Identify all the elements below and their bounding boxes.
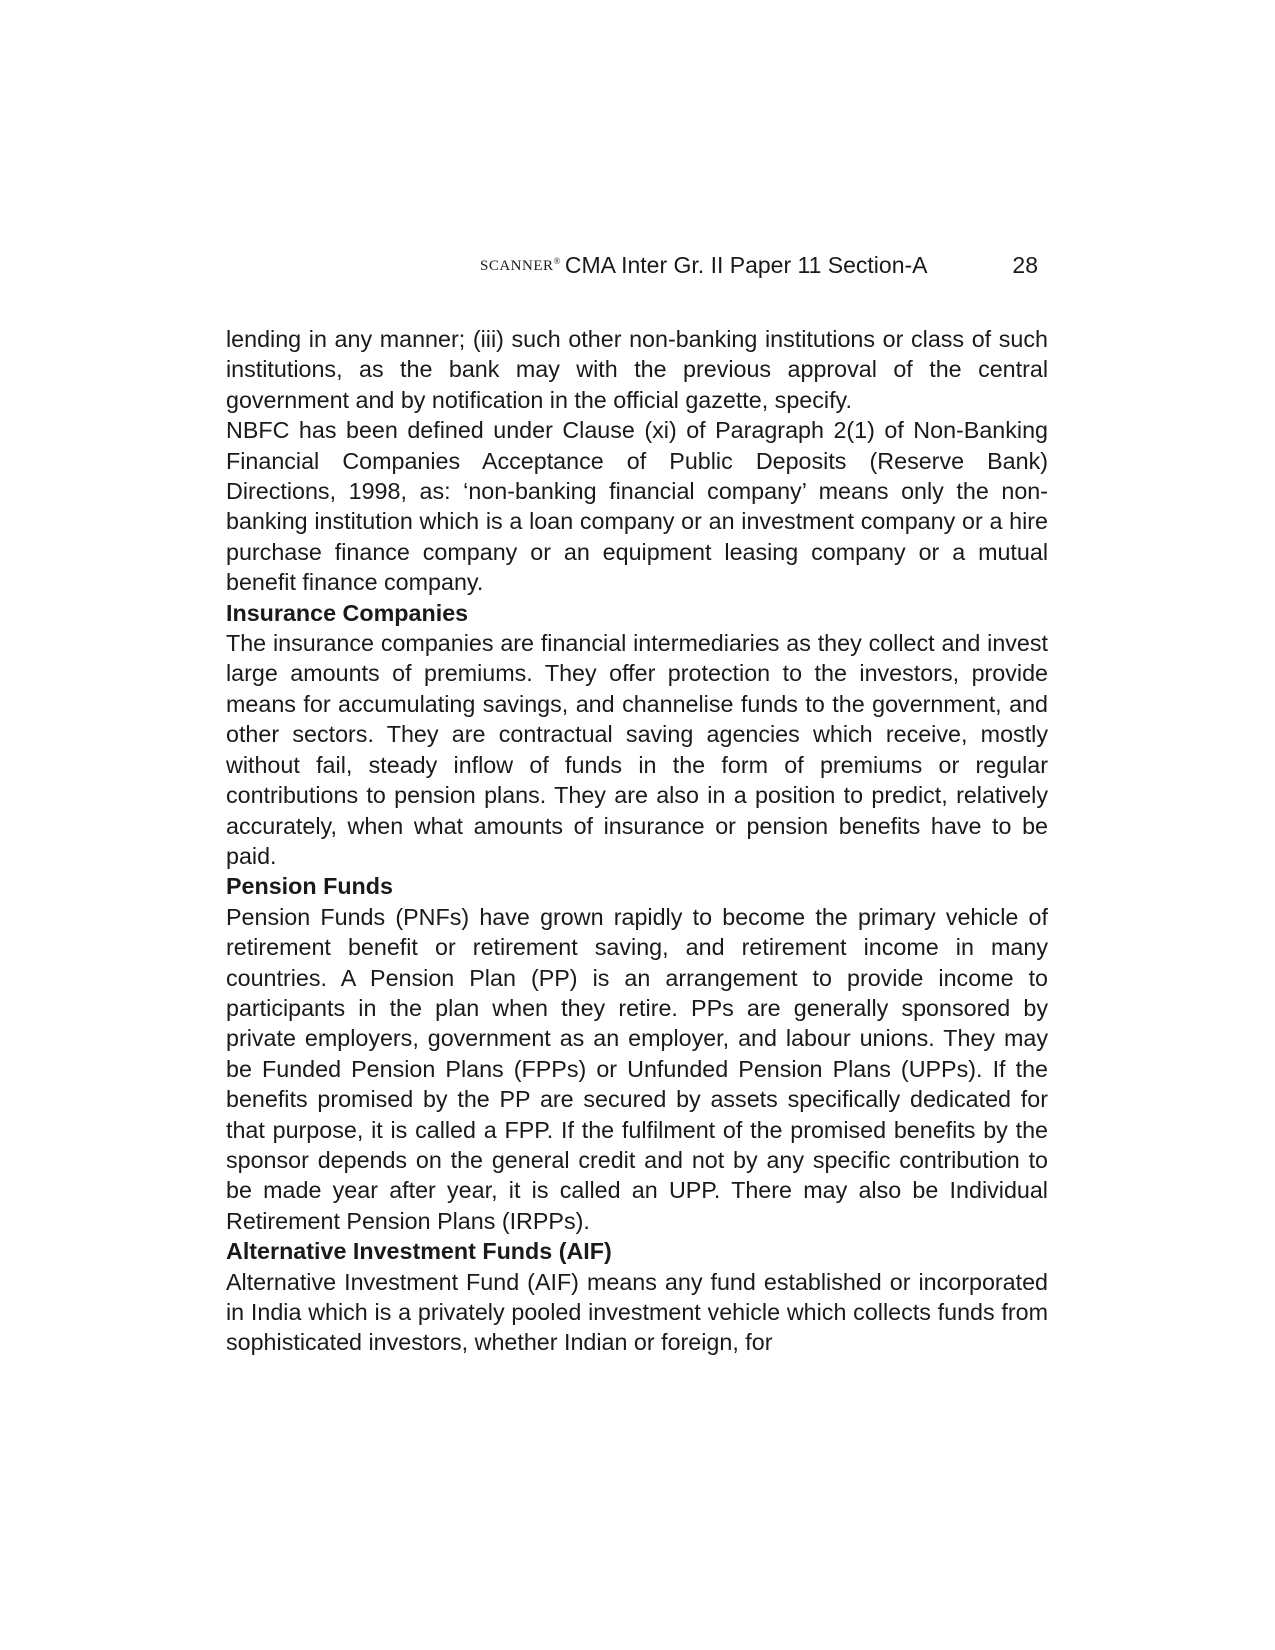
page-body <box>226 324 1048 1358</box>
heading-pension-funds: Pension Funds <box>226 873 393 900</box>
logo-text: SCANNER <box>480 258 554 274</box>
heading-alternative-investment-funds: Alternative Investment Funds (AIF) <box>226 1238 612 1265</box>
scanner-logo <box>480 256 561 275</box>
paragraph-pension-funds: Pension Funds (PNFs) have grown rapidly to become the primary vehicle of retirement benefit or retirement saving, and retirement income in many countries. A Pension Plan (PP) is an arrangement to provide income to participants in the plan when they retire. PPs are generally sponsored by private employers, government as an employer, and labour unions. They may be Funded Pension Plans (FPPs) or Unfunded Pension Plans (UPPs). If the benefits promised by the PP are secured by assets specifically dedicated for that purpose, it is called a FPP. If the fulfilment of the promised benefits by the sponsor depends on the general credit and not by any specific contribution to be made year after year, it is called an UPP. There may also be Individual Retirement Pension Plans (IRPPs). <box>226 903 1048 1234</box>
paragraph-nbfc-definition: NBFC has been defined under Clause (xi) of Paragraph 2(1) of Non-Banking Financial Companies Acceptance of Public Deposits (Reserve Bank) Directions, 1998, as: ‘non-banking financial company’ means only the non-banking institution which is a loan company or an investment company or a hire purchase finance company or an equipment leasing company or a mutual benefit finance company. <box>226 417 1048 596</box>
page-number: 28 <box>1012 252 1038 278</box>
running-title: CMA Inter Gr. II Paper 11 Section-A <box>564 252 928 278</box>
registered-mark: ® <box>553 256 561 266</box>
heading-insurance-companies: Insurance Companies <box>226 599 469 626</box>
paragraph-alternative-investment-funds: Alternative Investment Fund (AIF) means any fund established or incorporated in India which is a privately pooled investment vehicle which collects funds from sophisticated investors, whether Indian or foreign, for <box>226 1268 1048 1356</box>
paragraph-insurance-companies: The insurance companies are financial intermediaries as they collect and invest large amounts of premiums. They offer protection to the investors, provide means for accumulating savings, and channelise funds to the government, and other sectors. They are contractual saving agencies which receive, mostly without fail, steady inflow of funds in the form of premiums or regular contributions to pension plans. They are also in a position to predict, relatively accurately, when what amounts of insurance or pension benefits have to be paid. <box>226 630 1048 869</box>
paragraph-lending: lending in any manner; (iii) such other non-banking institutions or class of such institutions, as the bank may with the previous approval of the central government and by notification in the official gazette, specify. <box>226 326 1048 413</box>
page-header <box>480 252 1040 288</box>
